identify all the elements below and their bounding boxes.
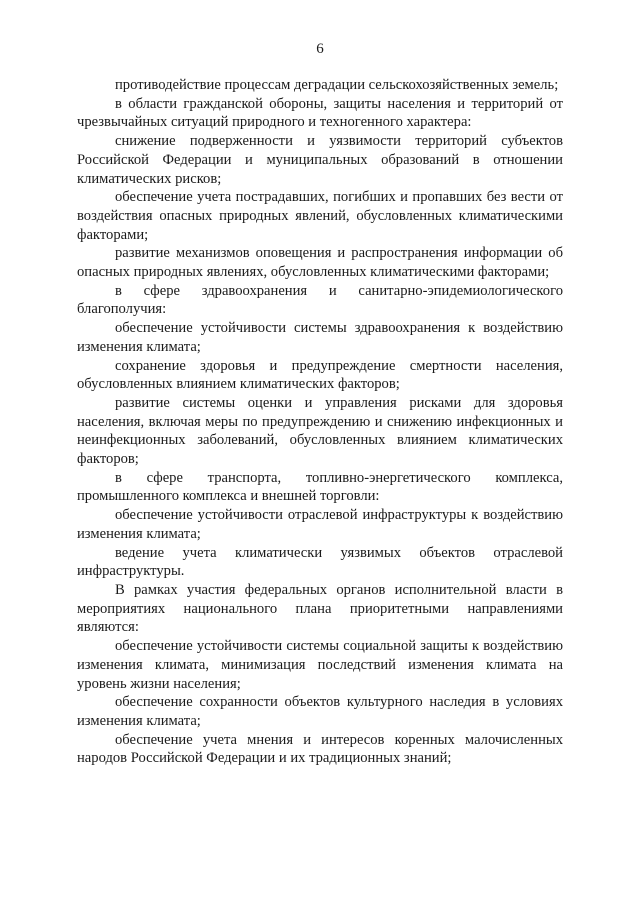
paragraph-10: в сфере транспорта, топливно-энергетического комплекса, промышленного комплекса и внешней торговли: — [77, 469, 563, 505]
paragraph-15: обеспечение сохранности объектов культурного наследия в условиях изменения климата; — [77, 694, 563, 729]
paragraph-16: обеспечение учета мнения и интересов коренных малочисленных народов Российской Федерации и их традиционных знаний; — [77, 731, 563, 767]
paragraph-8: сохранение здоровья и предупреждение смертности населения, обусловленных влиянием климатических факторов; — [77, 357, 563, 393]
page-number: 6 — [316, 41, 324, 57]
paragraph-9: развитие системы оценки и управления рисками для здоровья населения, включая меры по предупреждению и снижению инфекционных и неинфекционных заболеваний, обусловленных влиянием климатических факторов; — [77, 394, 563, 468]
paragraph-2: в области гражданской обороны, защиты населения и территорий от чрезвычайных ситуаций природного и техногенного характера: — [77, 95, 563, 131]
paragraph-3: снижение подверженности и уязвимости территорий субъектов Российской Федерации и муниципальных образований в отношении климатических рисков; — [77, 133, 563, 187]
paragraph-5: развитие механизмов оповещения и распространения информации об опасных природных явлениях, обусловленных климатическими факторами; — [77, 245, 563, 281]
paragraph-4: обеспечение учета пострадавших, погибших и пропавших без вести от воздействия опасных природных явлений, обусловленных климатическими факторами; — [77, 189, 563, 243]
paragraph-1: противодействие процессам деградации сельскохозяйственных земель; — [115, 77, 559, 93]
paragraph-14: обеспечение устойчивости системы социальной защиты к воздействию изменения климата, минимизация последствий изменения климата на уровень жизни населения; — [77, 638, 563, 692]
paragraph-7: обеспечение устойчивости системы здравоохранения к воздействию изменения климата; — [77, 320, 563, 355]
document-body — [77, 76, 563, 768]
paragraph-12: ведение учета климатически уязвимых объектов отраслевой инфраструктуры. — [77, 544, 563, 580]
paragraph-11: обеспечение устойчивости отраслевой инфраструктуры к воздействию изменения климата; — [77, 507, 563, 542]
paragraph-6: в сфере здравоохранения и санитарно-эпидемиологического благополучия: — [77, 282, 563, 318]
paragraph-13: В рамках участия федеральных органов исполнительной власти в мероприятиях национального плана приоритетными направлениями являются: — [77, 581, 563, 636]
